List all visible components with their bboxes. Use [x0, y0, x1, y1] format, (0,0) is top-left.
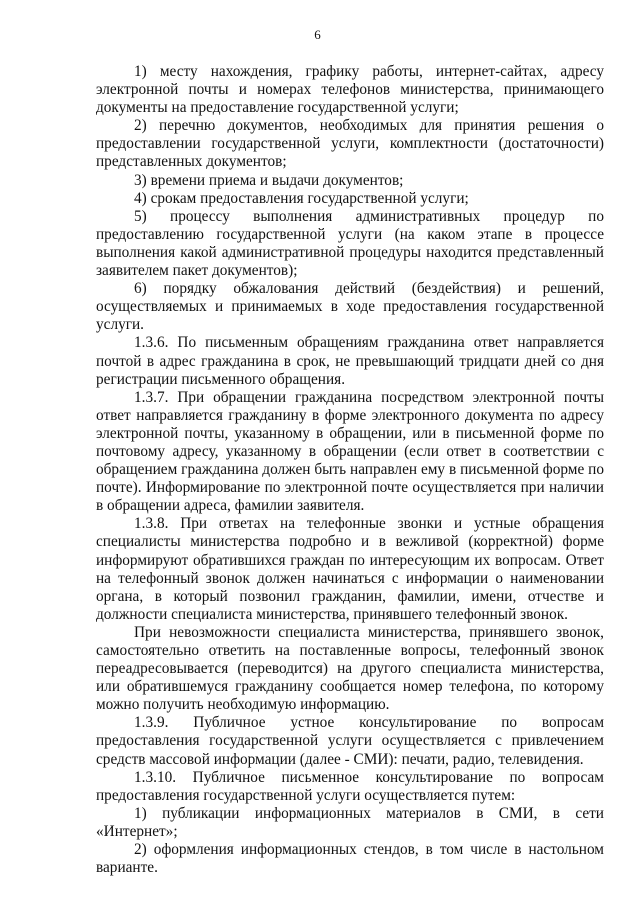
- paragraph-redirect-call: При невозможности специалиста министерства, принявшего звонок, самостоятельно ответить на поставленные вопросы, телефонный звонок переадресовывается (переводится) на другого специалиста министерства, или обратившемуся гражданину сообщается номер телефона, по которому можно получить необходимую информацию.: [96, 623, 604, 714]
- paragraph-clause-1-3-9: 1.3.9. Публичное устное консультирование по вопросам предоставления государственной услуги осуществляется с привлечением средств массовой информации (далее - СМИ): печати, радио, телевидения.: [96, 714, 604, 768]
- paragraph-item-1: 1) месту нахождения, графику работы, интернет-сайтах, адресу электронной почты и номерах телефонов министерства, принимающего документы на предоставление государственной услуги;: [96, 63, 604, 117]
- paragraph-item-5: 5) процессу выполнения административных процедур по предоставлению государственной услуги (на каком этапе в процессе выполнения какой административной процедуры находится представленный заявителем пакет документов);: [96, 207, 604, 280]
- paragraph-clause-1-3-7: 1.3.7. При обращении гражданина посредством электронной почты ответ направляется гражданину в форме электронного документа по адресу электронной почты, указанному в обращении, или в письменной форме по почтовому адресу, указанному в обращении (если ответ в соответствии с обращением гражданина должен быть направлен ему в письменной форме по почте). Информирование по электронной почте осуществляется при наличии в обращении адреса, фамилии заявителя.: [96, 388, 604, 515]
- paragraph-clause-1-3-8: 1.3.8. При ответах на телефонные звонки и устные обращения специалисты министерства подробно и в вежливой (корректной) форме информируют обратившихся граждан по интересующим их вопросам. Ответ на телефонный звонок должен начинаться с информации о наименовании органа, в который позвонил гражданин, фамилии, имени, отчестве и должности специалиста министерства, принявшего телефонный звонок.: [96, 515, 604, 623]
- paragraph-item-2: 2) перечню документов, необходимых для принятия решения о предоставлении государственной услуги, комплектности (достаточности) представленных документов;: [96, 117, 604, 171]
- paragraph-stands-item: 2) оформления информационных стендов, в том числе в настольном варианте.: [96, 841, 604, 877]
- paragraph-publication-item: 1) публикации информационных материалов в СМИ, в сети «Интернет»;: [96, 804, 604, 840]
- document-body: [96, 63, 604, 877]
- paragraph-clause-1-3-6: 1.3.6. По письменным обращениям гражданина ответ направляется почтой в адрес гражданина в срок, не превышающий тридцати дней со дня регистрации письменного обращения.: [96, 334, 604, 388]
- paragraph-clause-1-3-10: 1.3.10. Публичное письменное консультирование по вопросам предоставления государственной услуги осуществляется путем:: [96, 768, 604, 804]
- paragraph-item-4: 4) срокам предоставления государственной услуги;: [134, 189, 469, 207]
- page-number: 6: [314, 27, 321, 42]
- paragraph-item-3: 3) времени приема и выдачи документов;: [134, 171, 404, 189]
- paragraph-item-6: 6) порядку обжалования действий (бездействия) и решений, осуществляемых и принимаемых в ходе предоставления государственной услуги.: [96, 280, 604, 334]
